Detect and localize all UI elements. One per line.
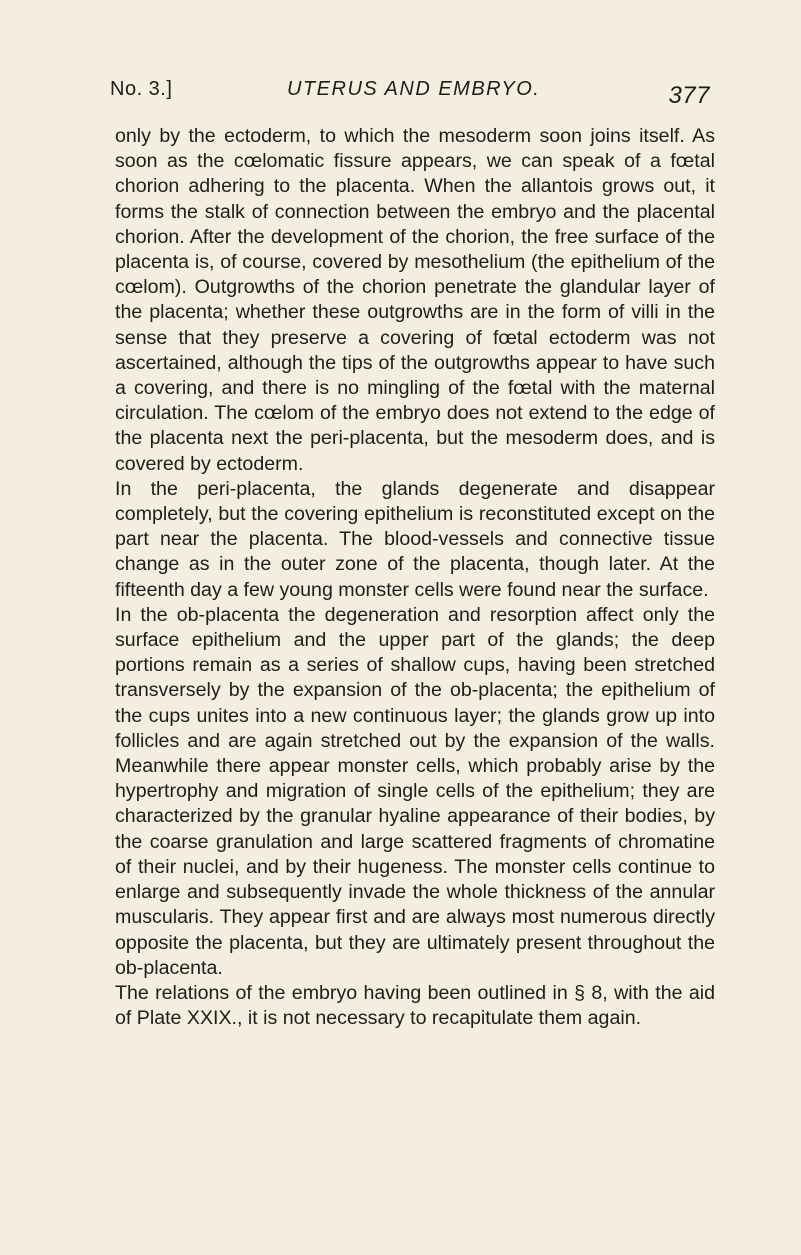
paragraph-4: The relations of the embryo having been outlined in § 8, with the aid of Plate XXIX., it is not necessary to recapitulate them again.	[115, 981, 715, 1030]
running-head	[110, 78, 710, 108]
issue-number: No. 3.]	[110, 78, 173, 100]
paragraph-2: In the peri-placenta, the glands degenerate and disappear completely, but the covering epithelium is reconstituted except on the part near the placenta. The blood-vessels and connective tissue change as in the outer zone of the placenta, though later. At the fifteenth day a few young monster cells were found near the surface.	[115, 477, 715, 601]
page-number: 377	[668, 82, 710, 109]
running-title: UTERUS AND EMBRYO.	[287, 78, 541, 100]
paragraph-1: only by the ectoderm, to which the mesoderm soon joins itself. As soon as the cœlomatic fissure appears, we can speak of a fœtal chorion adhering to the placenta. When the allantois grows out, it forms the stalk of connection between the embryo and the placental chorion. After the development of the chorion, the free surface of the placenta is, of course, covered by mesothelium (the epithelium of the cœlom). Outgrowths of the chorion penetrate the glandular layer of the placenta; whether these outgrowths are in the form of villi in the sense that they preserve a covering of fœtal ectoderm was not ascertained, although the tips of the outgrowths appear to have such a covering, and there is no mingling of the fœtal with the maternal circulation. The cœlom of the embryo does not extend to the edge of the placenta next the peri-placenta, but the mesoderm does, and is covered by ectoderm.	[115, 125, 715, 475]
body-text	[115, 124, 715, 1031]
paragraph-3: In the ob-placenta the degeneration and resorption affect only the surface epithelium and the upper part of the glands; the deep portions remain as a series of shallow cups, having been stretched transversely by the expansion of the ob-placenta; the epithelium of the cups unites into a new continuous layer; the glands grow up into follicles and are again stretched out by the expansion of the walls. Meanwhile there appear monster cells, which probably arise by the hypertrophy and migration of single cells of the epithelium; they are characterized by the granular hyaline appearance of their bodies, by the coarse granulation and large scattered fragments of chromatine of their nuclei, and by their hugeness. The monster cells continue to enlarge and subsequently invade the whole thickness of the annular muscularis. They appear first and are always most numerous directly opposite the placenta, but they are ultimately present throughout the ob-placenta.	[115, 603, 715, 979]
